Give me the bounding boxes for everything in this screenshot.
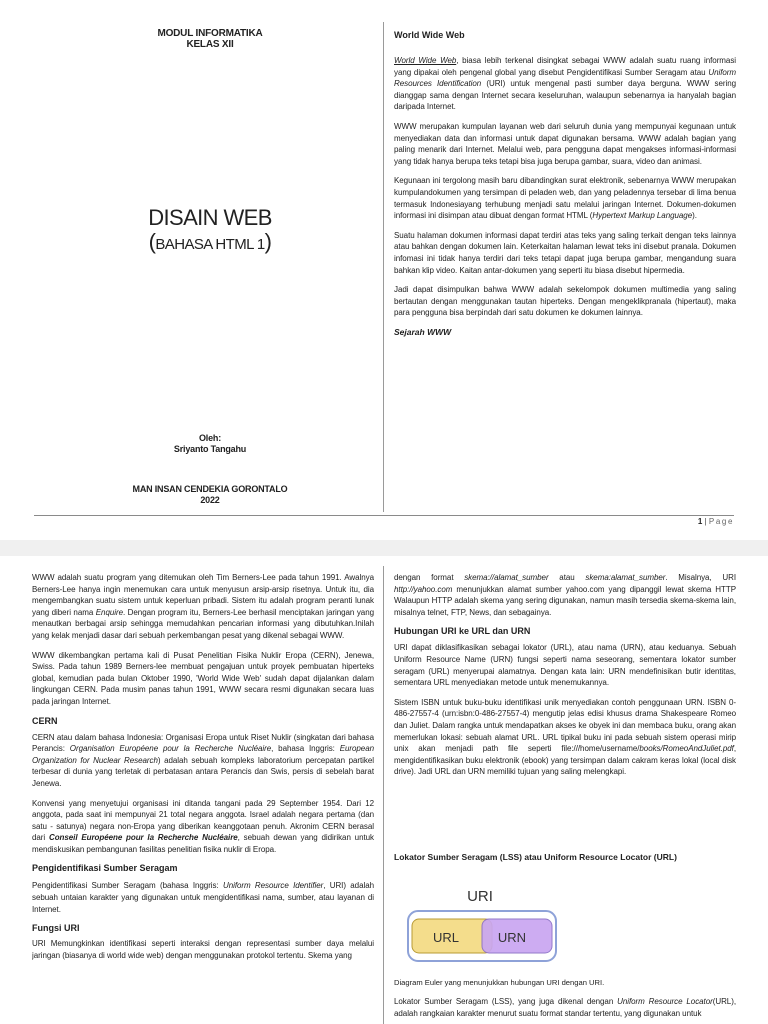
- text-run: , mengidentifikasikan buku elektronik (ebook) yang tersimpan dalam cakram keras lokal (local disk drive). Jadi URL dan URN memiliki tujuan yang saling melengkapi.: [394, 744, 736, 777]
- term-www: World Wide Web: [394, 56, 457, 65]
- left-column: [32, 572, 374, 1024]
- text-run: . Dengan program itu, Berners-Lee berhasil menciptakan jaringan yang menautkan berbagai arsip sehingga memudahkan pencarian informasi yang dibutuhkan.Inilah yang kelak menjadi dasar dari sebuah perkembangan pesat yang dikenal sebagai WWW.: [32, 607, 374, 640]
- heading-psu: Pengidentifikasi Sumber Seragam: [32, 863, 178, 874]
- text-run: ).: [692, 211, 697, 221]
- text-run: . Misalnya, URI: [665, 573, 736, 582]
- module-title: MODUL INFORMATIKA: [157, 28, 263, 39]
- paragraph: [394, 697, 736, 778]
- text-run: Sistem ISBN untuk buku-buku identifikasi unik menyediakan contoh penggunaan URN. ISBN 0-486-27557-4 (urn:isbn:0-486-27557-4) mengutip jelas edisi khusus drama Shakespeare Romeo dan Juliet. Dalam rangka untuk mendapatkan akses ke obyek ini dan membaca buku, orang akan memerlukan lokasi: sebuah alamat URL. URL tipikal buku ini pada sebuah sistem operasi mirip unix akan menjadi path file seperti file:///home/username/: [394, 697, 736, 754]
- heading-hubungan: Hubungan URI ke URL dan URN: [394, 626, 531, 637]
- page-number-value: 1: [697, 517, 703, 526]
- heading-sejarah-www: Sejarah WWW: [394, 326, 452, 337]
- heading-lss: Lokator Sumber Seragam (LSS) atau Uniform Resource Locator (URL): [394, 852, 677, 862]
- page-2: [0, 556, 768, 1024]
- paragraph: Jadi dapat disimpulkan bahwa WWW adalah sekelompok dokumen multimedia yang saling bertautan dengan menggunakan tautan hiperteks. Dengan mengeklikpranala (hipertaut), maka para pengguna bisa berpindah dari satu dokumen ke dokumen lainnya.: [394, 285, 736, 318]
- cover-title: DISAIN WEB: [148, 206, 272, 230]
- text-run: , sebuah dewan yang didirikan untuk mendiskusikan pembangunan fasilitas penelitian fisika nuklir di Eropa.: [32, 833, 374, 854]
- label-urn: URN: [497, 930, 527, 945]
- text-run: Pengidentifikasi Sumber Seragam (bahasa Inggris:: [32, 881, 223, 891]
- right-column: [394, 572, 736, 872]
- page-separator: |: [704, 517, 707, 526]
- heading-cern: CERN: [32, 715, 58, 726]
- school-block: [40, 484, 380, 506]
- paragraph: [32, 880, 374, 915]
- column-divider: [383, 22, 384, 512]
- www-section: [394, 30, 736, 514]
- paragraph: URI dapat diklasifikasikan sebagai lokator (URL), atau nama (URN), atau keduanya. Sebuah Uniform Resource Name (URN) fungsi seperti nama seseorang, sementara lokator sumber seragam (URL) menyerupai alamatnya. Dengan kata lain: URN mendefinisikan butir identitas, sementara URL menyediakan metode untuk menemukannya.: [394, 643, 736, 688]
- text-run: , bahasa Inggris:: [271, 744, 340, 754]
- subtitle-text: BAHASA HTML 1: [155, 236, 265, 253]
- figure-caption: Diagram Euler yang menunjukkan hubungan URI dengan URI.: [394, 978, 605, 987]
- paragraph: [394, 572, 736, 618]
- term-conseil: Conseil Européene pour la Recherche Nucléaire: [48, 833, 238, 843]
- text-run: CERN atau dalam bahasa Indonesia: Organisasi Eropa untuk Riset Nuklir (singkatan dari bahasa Perancis:: [32, 732, 374, 754]
- author-block: [40, 433, 380, 455]
- link-yahoo: http://yahoo.com: [394, 584, 453, 594]
- term-enquire: Enquire: [95, 607, 123, 617]
- text-run: ) adalah sebuah kompleks laboratorium percepatan partikel terbesar di dunia yang terletak di perbatasan antara Perancis dan Swis, persis di sebelah barat Jenewa.: [32, 755, 374, 788]
- term-scheme: skema://alamat_sumber: [464, 573, 549, 582]
- paragraph: [394, 55, 736, 113]
- author-name: Sriyanto Tangahu: [173, 444, 247, 454]
- text-run: menunjukkan alamat sumber yahoo.com yang dipanggil lewat skema HTTP Walaupun HTTP adalah skema yang sering digunakan, namun masih tersedia skema-skema lain, misalnya telnet, FTP, News, dan sebagainya.: [394, 584, 736, 617]
- page-word: Page: [708, 517, 734, 526]
- term-path: books/RomeoAndJuliet.pdf: [639, 744, 734, 754]
- paragraph: [394, 996, 736, 1019]
- text-run: (URL), adalah rangkaian karakter menurut suatu format standar tertentu, yang digunakan untuk: [394, 997, 736, 1018]
- label-url: URL: [432, 930, 460, 945]
- grade-label: KELAS XII: [186, 39, 234, 50]
- text-run: WWW adalah suatu program yang ditemukan oleh Tim Berners-Lee pada tahun 1991. Awalnya Berners-Lee hanya ingin menemukan cara untuk menyusun arsip-arsip risetnya. Untuk itu, dia mengembangkan suatu sistem untuk keperluan pribadi. Sistem itu adalah program peranti lunak yang diberi nama: [32, 573, 374, 617]
- subtitle-close: ): [264, 229, 272, 254]
- text-run: , URI) adalah sebuah untaian karakter yang digunakan untuk mengidentifikasi nama, sumber, atau layanan di Internet.: [32, 881, 374, 914]
- term-url: Uniform Resource Locator: [617, 997, 713, 1006]
- lss-paragraph-block: [394, 996, 736, 1024]
- label-uri: URI: [467, 888, 493, 905]
- paragraph: [32, 798, 374, 856]
- paragraph: Suatu halaman dokumen informasi dapat terdiri atas teks yang saling terkait dengan teks lainnya atau bahkan dengan dokumen lain. Keterkaitan halaman lewat teks ini disebut pranala. Dokumen infomasi ini tidak hanya terdiri dari teks tetapi dapat juga berupa gambar, mengandung suara bahkan klip video. Kaitan antar-dokumen yang seperti itu biasa disebut hipermedia.: [394, 230, 736, 275]
- column-divider: [383, 566, 384, 1024]
- heading-world-wide-web: World Wide Web: [394, 30, 465, 40]
- term-html: Hypertext Markup Language: [592, 211, 693, 221]
- heading-fungsi-uri: Fungsi URI: [32, 923, 80, 934]
- text-run: dengan format: [394, 573, 465, 582]
- cover-subtitle: [40, 229, 380, 255]
- cover-column: [40, 28, 380, 50]
- paragraph: [394, 175, 736, 221]
- text-run: Konvensi yang menyetujui organisasi ini ditanda tangani pada 29 September 1954. Dari 12 anggota, pada saat ini mempunyai 21 total negara anggota. Israel adalah negara pertama (dan satu - satunya) negara non-Eropa yang diberikan keanggotaan penuh. Akronim CERN berasal dari: [32, 798, 374, 843]
- page-gap: [0, 540, 768, 556]
- cover-title-block: [40, 206, 380, 255]
- lss-heading-block: [394, 852, 736, 863]
- school-name: MAN INSAN CENDEKIA GORONTALO: [132, 484, 288, 494]
- paragraph: URI Memungkinkan identifikasi seperti interaksi dengan representasi sumber daya melalui jaringan (biasanya di world wide web) dengan menggunakan protokol tertentu. Skema yang: [32, 939, 374, 960]
- page-number: [698, 517, 734, 526]
- paragraph: WWW merupakan kumpulan layanan web dari seluruh dunia yang mempunyai kegunaan untuk menyediakan data dan informasi untuk dapat digunakan bersama. WWW adalah bagian yang paling menarik dari Internet. Melalui web, para pengguna dapat mengakses informasi-informasi yang tidak hanya berupa teks tetapi bisa juga berupa gambar, suara, video dan animasi.: [394, 121, 736, 166]
- text-run: (URI) untuk mengenal pasti sumber daya berguna. WWW sering dianggap sama dengan Internet secara keseluruhan, walaupun sebenarnya ia hanyalah bagian daripada Internet.: [394, 79, 736, 112]
- paragraph: [32, 572, 374, 642]
- text-run: Kegunaan ini tergolong masih baru dibandingkan surat elektronik, sebenarnya WWW merupakan kumpulandokumen yang tersimpan di peladen web, dan yang peladennya tersebar di lima benua termasuk Indonesiayang terhubung menjadi satu melalui jaringan Internet. Dokumen-dokumen informasi ini disimpan atau dibuat dengan format HTML (: [394, 176, 736, 221]
- term-english: European Organization for Nuclear Research: [32, 744, 374, 765]
- term-uri: Uniform Resources Identification: [394, 67, 736, 89]
- text-run: atau: [548, 573, 586, 582]
- subtitle-open: (: [148, 229, 156, 254]
- text-run: Lokator Sumber Seragam (LSS), yang juga dikenal dengan: [394, 997, 618, 1006]
- term-french: Organisation Européene pour la Recherche Nucléaire: [69, 744, 272, 754]
- paragraph: [32, 732, 374, 790]
- euler-diagram: [402, 881, 562, 971]
- footer-rule: [34, 515, 734, 516]
- term-uri-en: Uniform Resource Identifier: [222, 881, 324, 891]
- year: 2022: [200, 495, 220, 505]
- author-label: Oleh:: [198, 433, 221, 443]
- term-scheme: skema:alamat_sumber: [585, 573, 666, 582]
- paragraph: WWW dikembangkan pertama kali di Pusat Penelitian Fisika Nuklir Eropa (CERN), Jenewa, Swiss. Pada tahun 1989 Berners-lee membuat pengajuan untuk proyek pembuatan hiperteks global, kemudian pada bulan Oktober 1990, 'World Wide Web' sudah dapat dijalankan dalam lingkungan CERN. Pada musim panas tahun 1991, WWW secara resmi digunakan secara luas pada jaringan Internet.: [32, 650, 374, 706]
- text-run: , biasa lebih terkenal disingkat sebagai WWW adalah suatu ruang informasi yang dipakai oleh pengenal global yang disebut Pengidentifikasi Sumber Seragam atau: [394, 56, 736, 77]
